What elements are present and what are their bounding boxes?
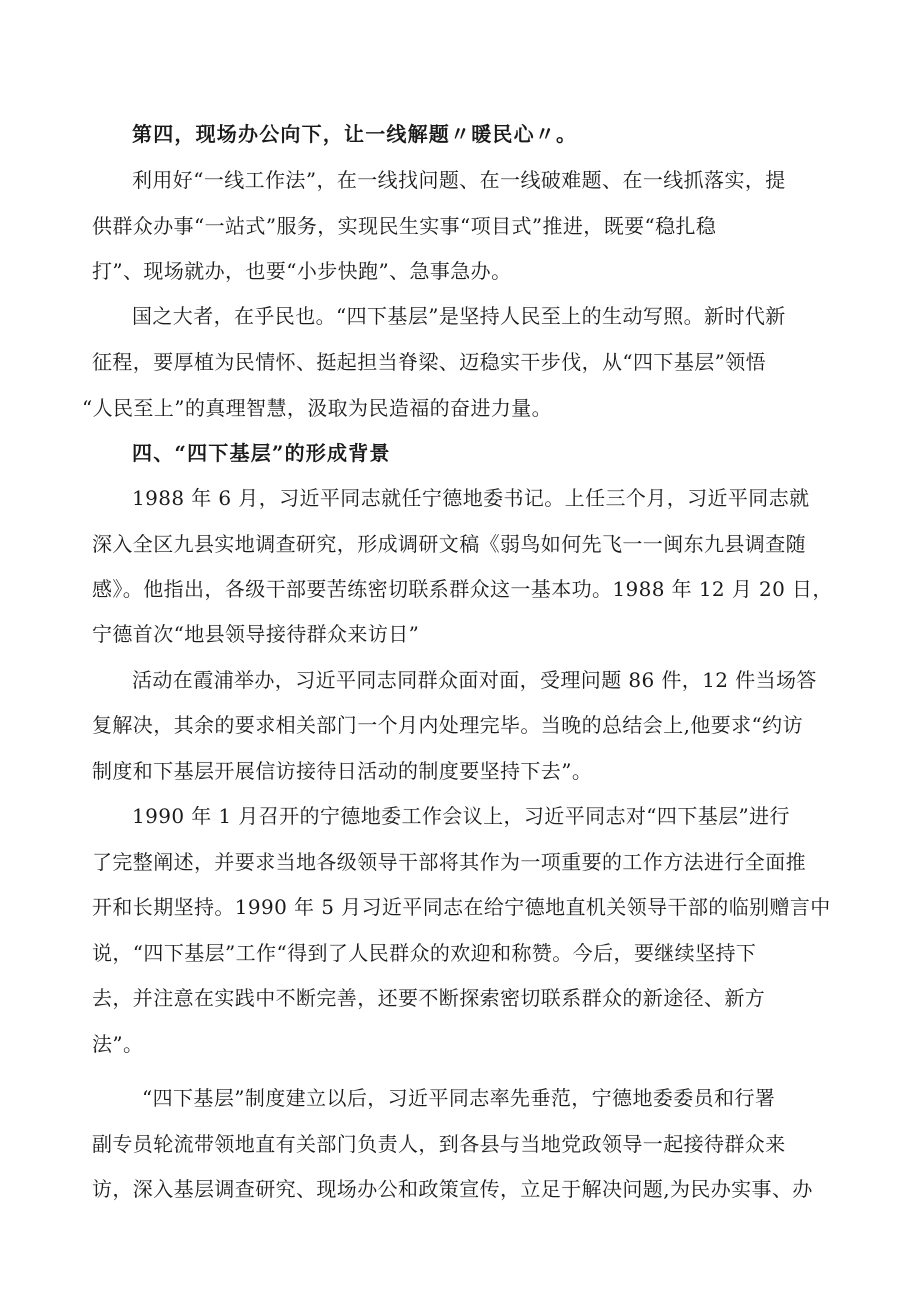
paragraph-line: 1990 年 1 月召开的宁德地委工作会议上，习近平同志对“四下基层”进行 [132,804,790,828]
paragraph-line: 供群众办事“一站式”服务，实现民生实事“项目式”推进，既要“稳扎稳 [92,214,717,238]
paragraph-line: 1988 年 6 月，习近平同志就任宁德地委书记。上任三个月，习近平同志就 [132,486,810,510]
paragraph-line: 活动在霞浦举办，习近平同志同群众面对面，受理问题 86 件，12 件当场答 [132,668,817,692]
paragraph-line: 感》。他指出，各级干部要苦练密切联系群众这一基本功。1988 年 12 月 20 日， [92,577,833,601]
paragraph-line: 打”、现场就办，也要“小步快跑”、急事急办。 [92,259,512,283]
paragraph-line: 了完整阐述，并要求当地各级领导干部将其作为一项重要的工作方法进行全面推 [92,850,806,874]
paragraph-line: 法”。 [92,1032,144,1056]
paragraph-line: 征程，要厚植为民情怀、挺起担当脊梁、迈稳实干步伐，从“四下基层”领悟 [92,350,767,374]
paragraph-line: 深入全区九县实地调查研究，形成调研文稿《弱鸟如何先飞一一闽东九县调查随 [92,532,806,556]
paragraph-line: 副专员轮流带领地直有关部门负责人，到各县与当地党政领导一起接待群众来 [92,1132,786,1156]
paragraph-line: 说，“四下基层”工作“得到了人民群众的欢迎和称赞。今后，要继续坚持下 [92,941,757,965]
paragraph-line: 复解决，其余的要求相关部门一个月内处理完毕。当晚的总结会上,他要求“约访 [92,713,803,737]
paragraph-line: 访，深入基层调查研究、现场办公和政策宣传，立足于解决问题,为民办实事、办 [92,1177,813,1201]
paragraph-line: 宁德首次“地县领导接待群众来访日” [92,622,420,646]
paragraph-line: 国之大者，在乎民也。“四下基层”是坚持人民至上的生动写照。新时代新 [132,304,786,328]
section-heading-background: 四、“四下基层”的形成背景 [132,441,391,465]
paragraph-line: “人民至上”的真理智慧，汲取为民造福的奋进力量。 [82,396,553,420]
section-heading-fourth: 第四，现场办公向下，让一线解题〃暖民心〃。 [132,122,578,146]
paragraph-line: “四下基层”制度建立以后，习近平同志率先垂范，宁德地委委员和行署 [142,1086,776,1110]
paragraph-line: 制度和下基层开展信访接待日活动的制度要坚持下去”。 [92,759,593,783]
paragraph-line: 去，并注意在实践中不断完善，还要不断探索密切联系群众的新途径、新方 [92,986,766,1010]
paragraph-line: 开和长期坚持。1990 年 5 月习近平同志在给宁德地直机关领导干部的临别赠言中 [92,895,831,919]
paragraph-line: 利用好“一线工作法”，在一线找问题、在一线破难题、在一线抓落实，提 [132,168,786,192]
